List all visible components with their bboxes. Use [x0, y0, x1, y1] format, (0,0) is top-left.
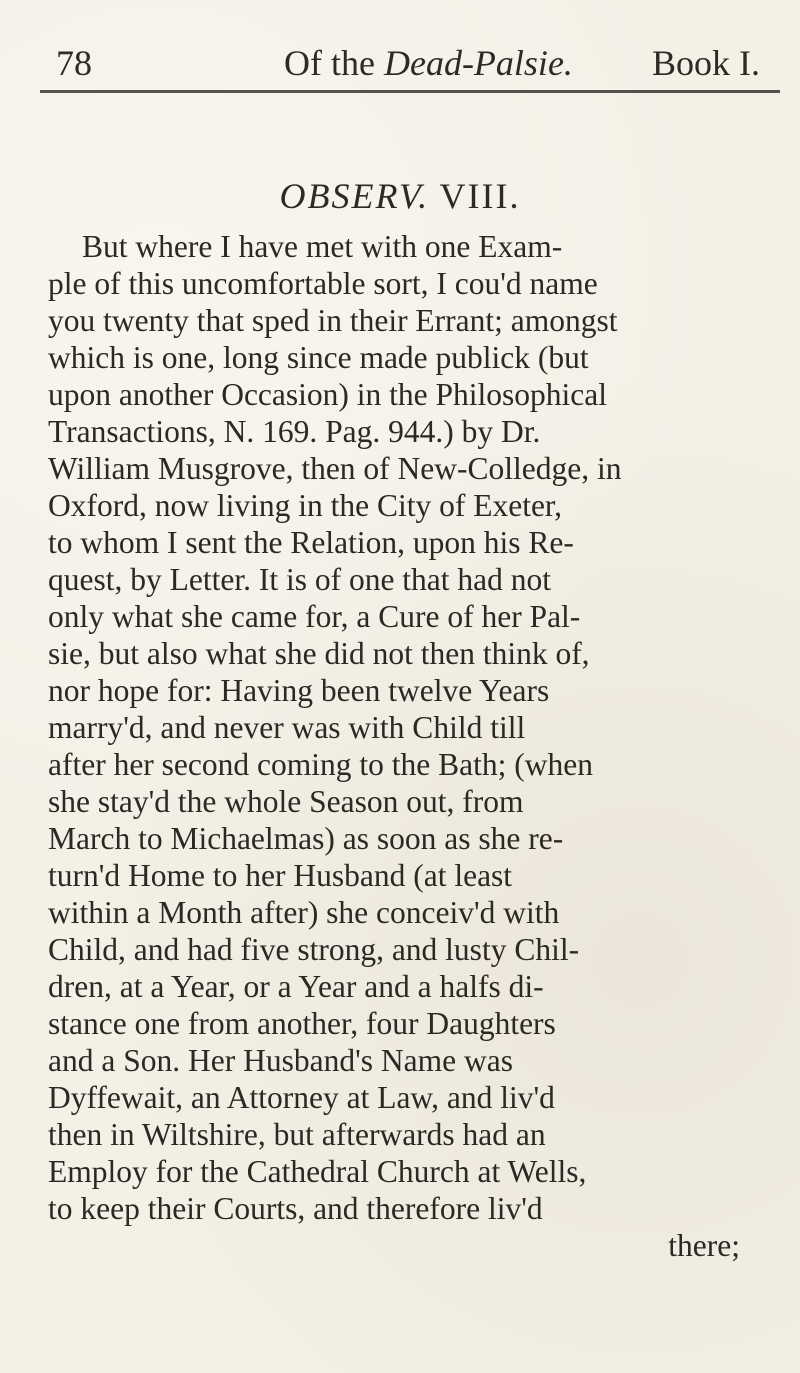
page-number: 78: [56, 43, 92, 83]
text-line: you twenty that sped in their Errant; amongst: [48, 303, 618, 338]
text-line: only what she came for, a Cure of her Pal-: [48, 599, 581, 634]
running-title-italic: Dead-Palsie.: [383, 43, 573, 83]
text-line: to whom I sent the Relation, upon his Re-: [48, 525, 574, 560]
section-heading: [0, 175, 800, 217]
text-line: nor hope for: Having been twelve Years: [48, 673, 550, 708]
text-line: which is one, long since made publick (but: [48, 340, 589, 375]
text-line: But where I have met with one Exam-: [82, 229, 563, 264]
text-line: upon another Occasion) in the Philosophical: [48, 377, 608, 412]
text-line: marry'd, and never was with Child till: [48, 710, 526, 745]
book-label: Book I.: [652, 43, 760, 83]
section-heading-number: VIII.: [429, 176, 521, 216]
text-line: to keep their Courts, and therefore liv'd: [48, 1191, 543, 1226]
section-heading-italic: OBSERV.: [279, 176, 430, 216]
text-line: and a Son. Her Husband's Name was: [48, 1043, 513, 1078]
text-line: dren, at a Year, or a Year and a halfs di-: [48, 969, 544, 1004]
running-head: [56, 38, 760, 88]
text-line: she stay'd the whole Season out, from: [48, 784, 524, 819]
text-line: Dyffewait, an Attorney at Law, and liv'd: [48, 1080, 555, 1115]
text-line: William Musgrove, then of New-Colledge, in: [48, 451, 622, 486]
text-line: Employ for the Cathedral Church at Wells,: [48, 1154, 587, 1189]
text-line: ple of this uncomfortable sort, I cou'd name: [48, 266, 598, 301]
text-line: March to Michaelmas) as soon as she re-: [48, 821, 564, 856]
text-line: sie, but also what she did not then think of,: [48, 636, 590, 671]
text-line: Transactions, N. 169. Pag. 944.) by Dr.: [48, 414, 541, 449]
text-line: after her second coming to the Bath; (when: [48, 747, 593, 782]
text-line: then in Wiltshire, but afterwards had an: [48, 1117, 546, 1152]
text-line: quest, by Letter. It is of one that had not: [48, 562, 552, 597]
catchword: there;: [668, 1228, 740, 1263]
header-rule: [40, 90, 780, 93]
text-line: Oxford, now living in the City of Exeter,: [48, 488, 563, 523]
text-line: turn'd Home to her Husband (at least: [48, 858, 513, 893]
text-line: stance one from another, four Daughters: [48, 1006, 556, 1041]
running-title: [284, 38, 573, 88]
text-line: Child, and had five strong, and lusty Chil-: [48, 932, 580, 967]
body-text: [48, 228, 772, 1264]
text-line: within a Month after) she conceiv'd with: [48, 895, 560, 930]
running-title-prefix: Of the: [284, 43, 384, 83]
